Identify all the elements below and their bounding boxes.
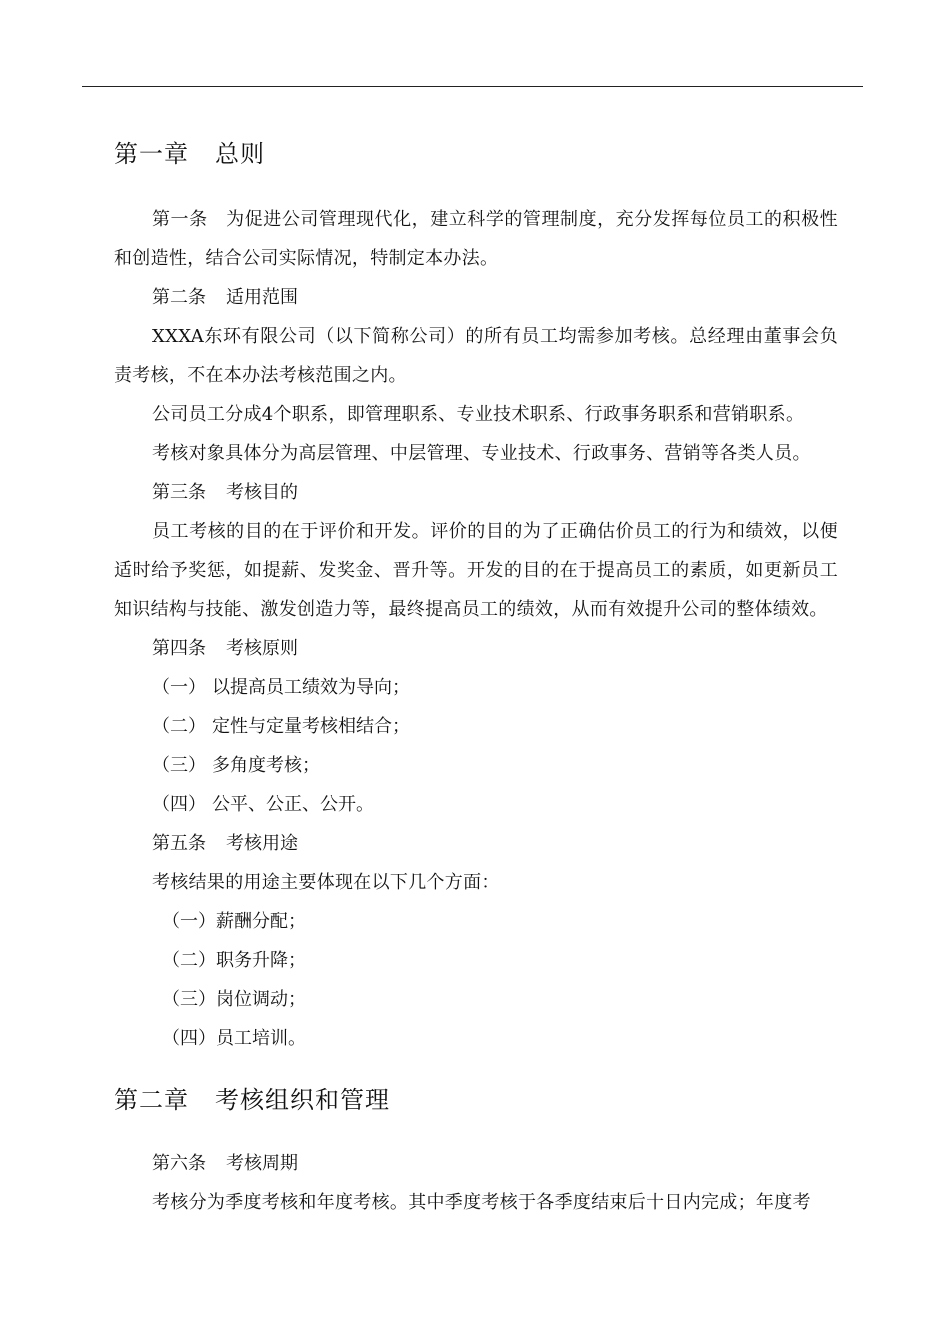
list-item-text: 公平、公正、公开。 — [212, 794, 374, 815]
list-marker: （二） — [152, 716, 206, 737]
principle-item — [114, 746, 838, 785]
article-2-paragraph: XXXA东环有限公司（以下简称公司）的所有员工均需参加考核。总经理由董事会负责考核，不在本办法考核范围之内。 — [114, 326, 838, 386]
principle-item — [114, 707, 838, 746]
article-number: 第六条 — [152, 1153, 206, 1174]
article-5-intro: 考核结果的用途主要体现在以下几个方面： — [152, 872, 500, 893]
chapter-number: 第一章 — [114, 140, 189, 168]
article-title: 适用范围 — [226, 287, 298, 308]
usage-item: （三）岗位调动； — [162, 989, 306, 1010]
article-2-paragraph: 公司员工分成4个职系，即管理职系、专业技术职系、行政事务职系和营销职系。 — [152, 404, 805, 425]
article-1-paragraph: 第一条 为促进公司管理现代化，建立科学的管理制度，充分发挥每位员工的积极性和创造性，结合公司实际情况，特制定本办法。 — [114, 209, 838, 269]
article-title: 考核用途 — [226, 833, 298, 854]
article-title: 考核原则 — [226, 638, 298, 659]
chapter-title: 总则 — [215, 140, 265, 168]
article-number: 第五条 — [152, 833, 206, 854]
principle-item — [114, 785, 838, 824]
list-marker: （三） — [152, 755, 206, 776]
article-2-heading — [114, 278, 838, 317]
article-3-heading — [114, 473, 838, 512]
article-6-paragraph: 考核分为季度考核和年度考核。其中季度考核于各季度结束后十日内完成；年度考 — [152, 1192, 811, 1213]
chapter-title: 考核组织和管理 — [215, 1086, 390, 1114]
list-item-text: 以提高员工绩效为导向； — [212, 677, 410, 698]
article-number: 第二条 — [152, 287, 206, 308]
article-title: 考核目的 — [226, 482, 298, 503]
document-body — [114, 130, 838, 1222]
usage-item: （四）员工培训。 — [162, 1028, 306, 1049]
list-marker: （一） — [152, 677, 206, 698]
usage-item: （二）职务升降； — [162, 950, 306, 971]
chapter-number: 第二章 — [114, 1086, 189, 1114]
chapter-heading-1 — [114, 130, 838, 178]
chapter-heading-2 — [114, 1076, 838, 1124]
article-4-heading — [114, 629, 838, 668]
article-number: 第四条 — [152, 638, 206, 659]
header-rule — [82, 86, 863, 87]
article-title: 考核周期 — [226, 1153, 298, 1174]
article-2-paragraph: 考核对象具体分为高层管理、中层管理、专业技术、行政事务、营销等各类人员。 — [152, 443, 811, 464]
list-item-text: 多角度考核； — [212, 755, 320, 776]
article-3-paragraph: 员工考核的目的在于评价和开发。评价的目的为了正确估价员工的行为和绩效，以便适时给予奖惩，如提薪、发奖金、晋升等。开发的目的在于提高员工的素质，如更新员工知识结构与技能、激发创造力等，最终提高员工的绩效，从而有效提升公司的整体绩效。 — [114, 521, 838, 620]
article-5-heading — [114, 824, 838, 863]
usage-item: （一）薪酬分配； — [162, 911, 306, 932]
list-item-text: 定性与定量考核相结合； — [212, 716, 410, 737]
list-marker: （四） — [152, 794, 206, 815]
article-6-heading — [114, 1144, 838, 1183]
article-number: 第三条 — [152, 482, 206, 503]
principle-item — [114, 668, 838, 707]
